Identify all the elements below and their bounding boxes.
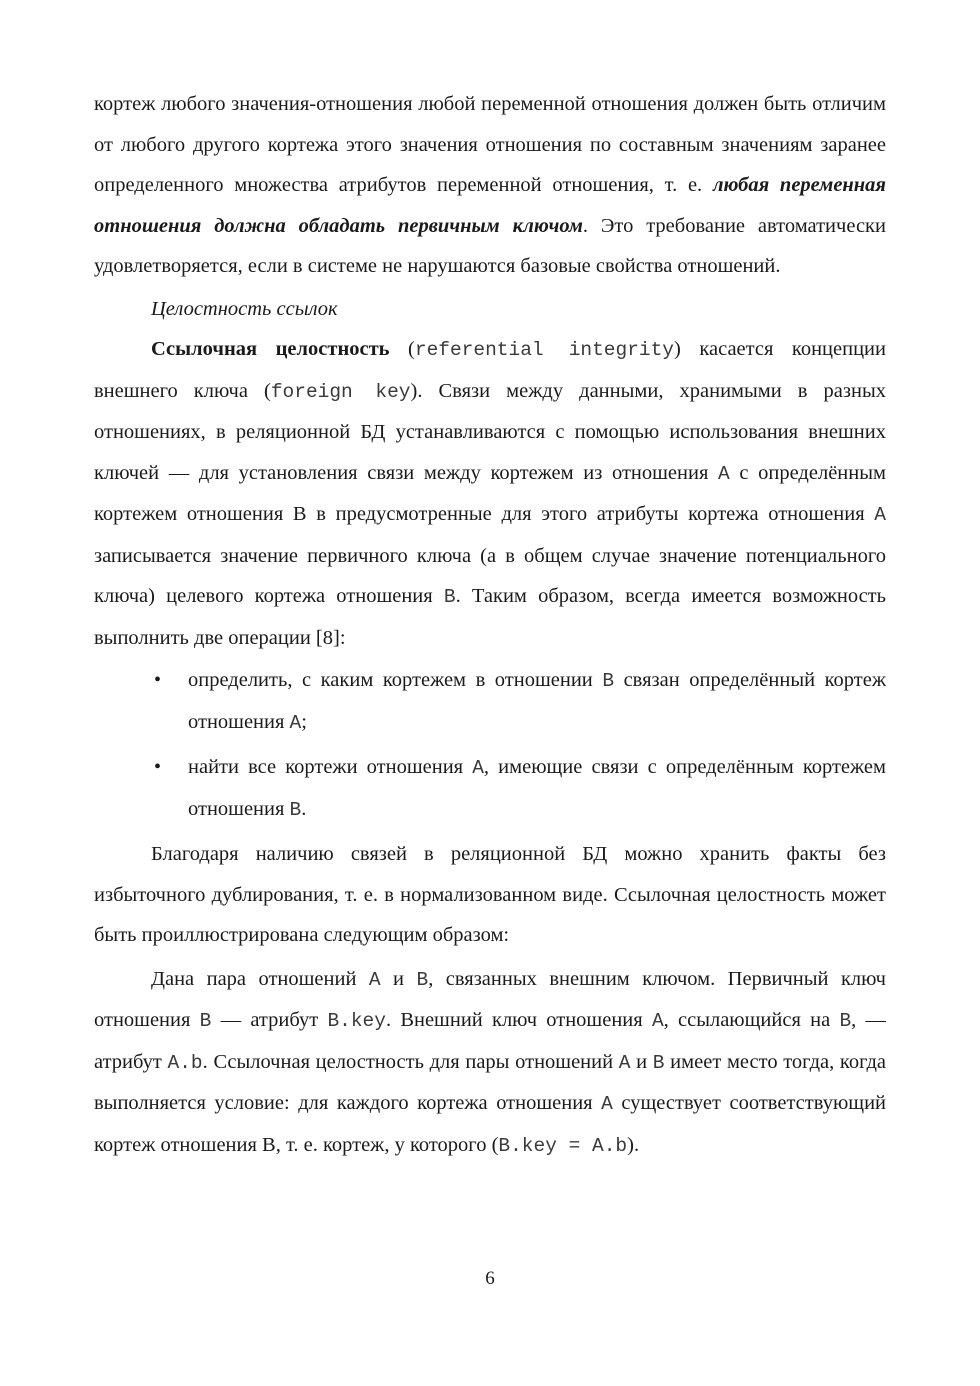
paragraph-example: Дана пара отношений A и B, связанных внешним ключом. Первичный ключ отношения B — атрибут B.key. Внешний ключ отношения A, ссылающийся на B, — атрибут A.b. Ссылочная целостность для пары отношений A и B имеет место тогда, когда выполняется условие: для каждого кортежа отношения A существует соответствующий кортеж отношения B, т. е. кортеж, у которого (B.key = A.b). — [94, 967, 887, 1157]
bullet-icon: • — [154, 669, 162, 691]
bullet-icon: • — [154, 756, 162, 778]
operations-list — [94, 660, 886, 830]
list-item: • определить, с каким кортежем в отношении B связан определённый кортеж отношения A; — [94, 660, 886, 743]
section-heading: Целостность ссылок — [151, 297, 338, 320]
paragraph-primary-key: кортеж любого значения-отношения любой переменной отношения должен быть отличим от любого другого кортежа этого значения отношения по составным значениям заранее определенного множества атрибутов переменной отношения, т. е. любая переменная отношения должна обладать первичным ключом. Это требование автоматически удовлетворяется, если в системе не нарушаются базовые свойства отношений. — [94, 93, 886, 277]
list-item: • найти все кортежи отношения A, имеющие связи с определённым кортежем отношения B. — [94, 747, 886, 830]
paragraph-referential-integrity: Ссылочная целостность (referential integrity) касается концепции внешнего ключа (foreign key). Связи между данными, хранимыми в разных отношениях, в реляционной БД устанавливаются с помощью использования внешних ключей — для установления связи между кортежем из отношения A с определённым кортежем отношения B в предусмотренные для этого атрибуты кортежа отношения A записывается значение первичного ключа (а в общем случае значение потенциального ключа) целевого кортежа отношения B. Таким образом, всегда имеется возможность выполнить две операции [8]: — [94, 338, 887, 649]
page-number: 6 — [485, 1268, 495, 1289]
emphasis-primary-key: любая переменная отношения должна обладать первичным ключом — [94, 174, 886, 237]
paragraph-normalization: Благодаря наличию связей в реляционной БД можно хранить факты без избыточного дублирования, т. е. в нормализованном виде. Ссылочная целостность может быть проиллюстрирована следующим образом: — [94, 843, 886, 946]
term-referential-integrity: Ссылочная целостность — [151, 338, 390, 360]
document-page — [94, 84, 886, 1166]
